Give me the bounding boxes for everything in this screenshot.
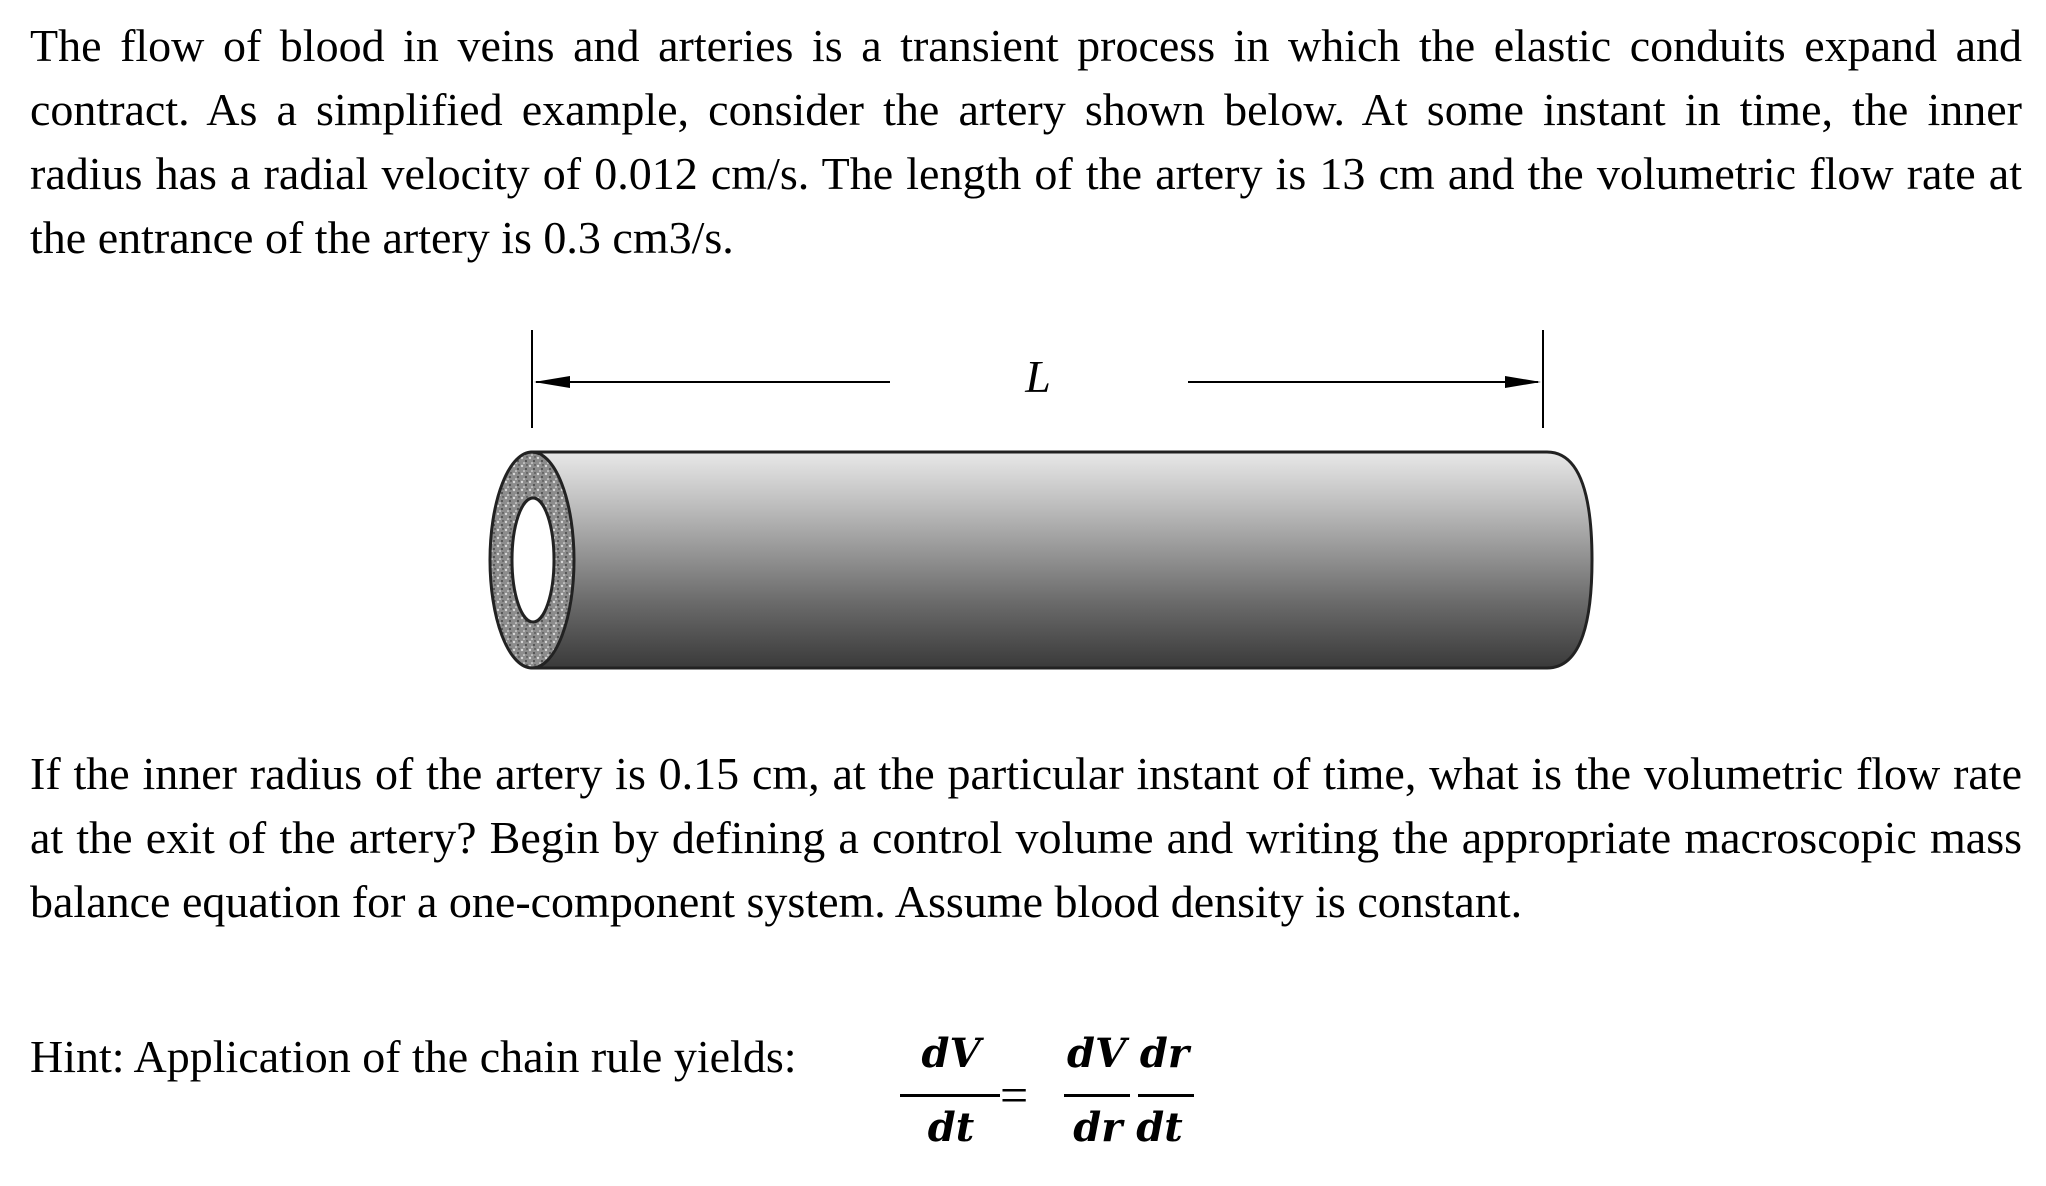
right-arrowhead xyxy=(1505,376,1541,388)
artery-figure xyxy=(470,310,1610,680)
length-label: L xyxy=(1025,351,1051,402)
problem-paragraph-2: If the inner radius of the artery is 0.15 cm, at the particular instant of time, what is the volumetric flow rate at the exit of the artery? Begin by defining a control volume and writing the appropriate macroscopic mass balance equation for a one-component system. Assume blood density is constant. xyxy=(30,748,2022,927)
rhs-fraction-bar-1 xyxy=(1064,1094,1130,1097)
lhs-fraction-bar xyxy=(900,1094,1000,1097)
artery-lumen xyxy=(512,498,554,622)
lhs-numerator: dV xyxy=(921,1030,981,1077)
left-arrowhead xyxy=(534,376,570,388)
rhs-fraction-bar-2 xyxy=(1138,1094,1194,1097)
rhs-denominator: dr dt xyxy=(1073,1104,1183,1151)
equals-sign: = xyxy=(1000,1067,1029,1123)
problem-paragraph-1: The flow of blood in veins and arteries is a transient process in which the elastic conduits expand and contract. As a simplified example, consider the artery shown below. At some instant in time, the inner radius has a radial velocity of 0.012 cm/s. The length of the artery is 13 cm and the volumetric flow rate at the entrance of the artery is 0.3 cm3/s. xyxy=(30,20,2022,263)
lhs-denominator: dt xyxy=(927,1104,975,1151)
hint xyxy=(30,1030,797,1083)
rhs-numerator: dV dr xyxy=(1067,1030,1189,1077)
artery-tube xyxy=(490,452,1592,668)
length-dimension xyxy=(532,330,1543,428)
hint-text: Hint: Application of the chain rule yields: xyxy=(30,1031,797,1082)
